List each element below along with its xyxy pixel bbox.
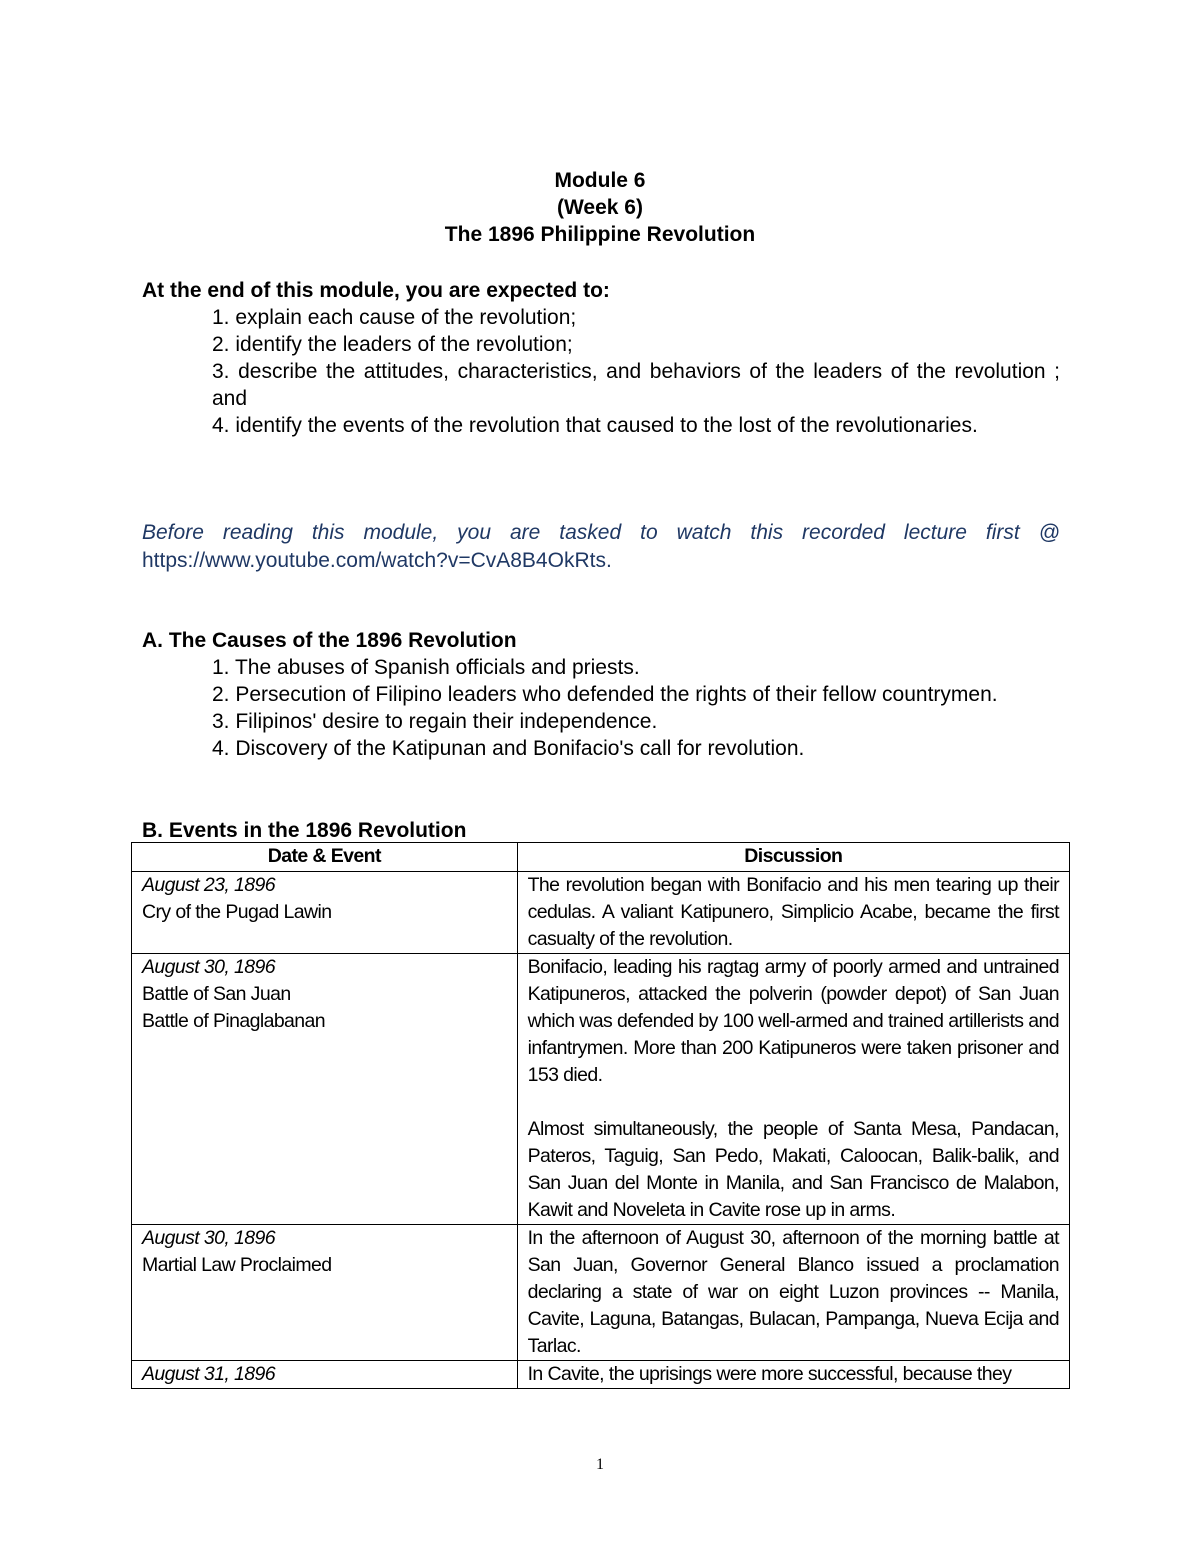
objectives-heading: At the end of this module, you are expected to: xyxy=(142,279,610,302)
discussion-cell xyxy=(517,1361,1069,1389)
notice-text: Before reading this module, you are tasked to watch this recorded lecture first @ xyxy=(142,521,1060,544)
events-table xyxy=(131,842,1070,1389)
discussion-text: In the afternoon of August 30, afternoon of the morning battle at San Juan, Governor General Blanco issued a proclamation declaring a state of war on eight Luzon provinces -- Manila, Cavite, Laguna, Batangas, Bulacan, Pampanga, Nueva Ecija and Tarlac. xyxy=(527,1227,1059,1357)
date-event-cell xyxy=(132,954,518,1225)
module-number: Module 6 xyxy=(554,169,646,192)
causes-list xyxy=(142,654,1060,762)
column-header-date-event: Date & Event xyxy=(132,843,518,872)
event-name: Battle of San Juan xyxy=(142,983,291,1005)
table-row xyxy=(132,954,1070,1225)
objective-item: 2. identify the leaders of the revolution; xyxy=(212,333,573,356)
column-header-discussion: Discussion xyxy=(517,843,1069,872)
table-row xyxy=(132,1361,1070,1389)
date-event-cell xyxy=(132,1225,518,1361)
event-name: Battle of Pinaglabanan xyxy=(142,1010,326,1032)
cause-item: 1. The abuses of Spanish officials and priests. xyxy=(212,656,640,679)
event-date: August 31, 1896 xyxy=(142,1363,276,1385)
discussion-text: The revolution began with Bonifacio and his men tearing up their cedulas. A valiant Katipunero, Simplicio Acabe, became the first casualty of the revolution. xyxy=(527,874,1059,950)
cause-item: 3. Filipinos' desire to regain their independence. xyxy=(212,710,658,733)
objectives-list xyxy=(142,304,1060,439)
objective-item: 1. explain each cause of the revolution; xyxy=(212,306,577,329)
date-event-cell xyxy=(132,872,518,954)
objective-item: 4. identify the events of the revolution that caused to the lost of the revolutionaries. xyxy=(212,414,978,437)
table-row xyxy=(132,872,1070,954)
module-header xyxy=(0,167,1200,248)
cause-item: 2. Persecution of Filipino leaders who defended the rights of their fellow countrymen. xyxy=(212,683,998,706)
module-title: The 1896 Philippine Revolution xyxy=(444,223,756,246)
causes-section xyxy=(142,627,1060,762)
event-name: Martial Law Proclaimed xyxy=(142,1254,332,1276)
objective-item: 3. describe the attitudes, characteristics, and behaviors of the leaders of the revolution ; and xyxy=(212,360,1060,410)
event-name: Cry of the Pugad Lawin xyxy=(142,901,332,923)
cause-item: 4. Discovery of the Katipunan and Bonifacio's call for revolution. xyxy=(212,737,805,760)
page-number: 1 xyxy=(596,1456,604,1473)
discussion-cell xyxy=(517,1225,1069,1361)
learning-objectives xyxy=(142,277,1060,439)
lecture-notice xyxy=(142,519,1060,575)
date-event-cell xyxy=(132,1361,518,1389)
events-heading: B. Events in the 1896 Revolution xyxy=(142,819,467,842)
causes-heading: A. The Causes of the 1896 Revolution xyxy=(142,629,517,652)
module-week: (Week 6) xyxy=(557,196,643,219)
event-date: August 30, 1896 xyxy=(142,956,276,978)
discussion-cell xyxy=(517,872,1069,954)
event-date: August 30, 1896 xyxy=(142,1227,276,1249)
discussion-text: Bonifacio, leading his ragtag army of poorly armed and untrained Katipuneros, attacked the polverin (powder depot) of San Juan which was defended by 100 well-armed and trained artillerists and infantrymen. More than 200 Katipuneros were taken prisoner and 153 died. xyxy=(527,956,1059,1086)
event-date: August 23, 1896 xyxy=(142,874,276,896)
discussion-text: In Cavite, the uprisings were more successful, because they xyxy=(527,1363,1012,1385)
lecture-link[interactable]: https://www.youtube.com/watch?v=CvA8B4OkRts. xyxy=(142,549,612,572)
table-header-row xyxy=(132,843,1070,872)
table-row xyxy=(132,1225,1070,1361)
discussion-cell xyxy=(517,954,1069,1225)
discussion-text: Almost simultaneously, the people of Santa Mesa, Pandacan, Pateros, Taguig, San Pedo, Makati, Caloocan, Balik-balik, and San Juan del Monte in Manila, and San Francisco de Malabon, Kawit and Noveleta in Cavite rose up in arms. xyxy=(527,1118,1059,1221)
